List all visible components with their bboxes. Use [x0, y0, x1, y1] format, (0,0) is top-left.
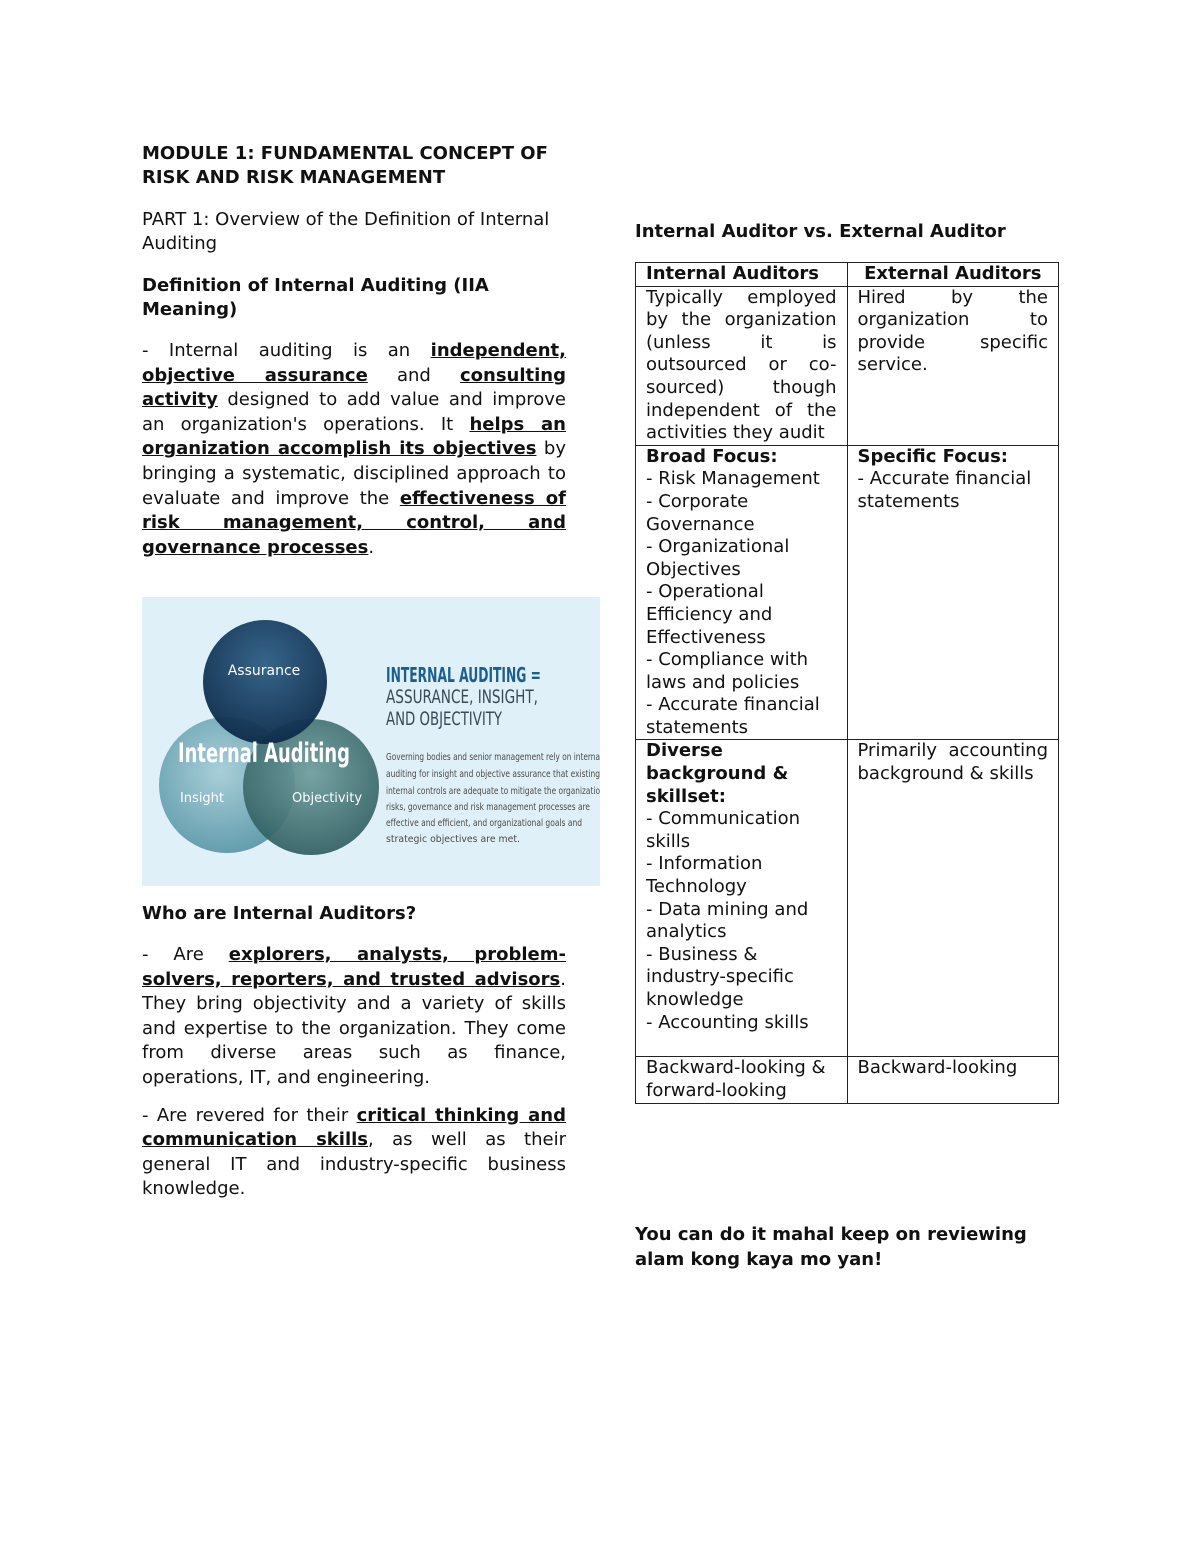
comparison-title: Internal Auditor vs. External Auditor [635, 221, 1006, 242]
assurance-circle [203, 620, 327, 744]
header-external: External Auditors [847, 263, 1059, 287]
figure-headline-2: ASSURANCE, INSIGHT, [386, 686, 538, 708]
definition-emphasis: helps an organization accomplish its objectives [142, 413, 566, 460]
figure-body-line: effective and efficient, and organizational goals and [386, 818, 582, 829]
figure-body-line: internal controls are adequate to mitigate the organizatio [386, 786, 600, 797]
row3-internal [636, 740, 848, 1057]
objectivity-label: Objectivity [291, 791, 363, 806]
figure-headline-3: AND OBJECTIVITY [386, 708, 503, 730]
who-emphasis: critical thinking and communication skills [142, 1104, 566, 1151]
module-title: MODULE 1: FUNDAMENTAL CONCEPT OF RISK AND RISK MANAGEMENT [142, 143, 548, 188]
list-item: - Business & industry-specific knowledge [646, 943, 794, 1010]
definition-text: and [367, 364, 460, 386]
list-item: - Corporate Governance [646, 490, 755, 535]
who-paragraph-1 [142, 943, 566, 1091]
internal-auditing-center-label: Internal Auditing [178, 738, 350, 769]
who-text: - Are revered for their [142, 1104, 357, 1126]
assurance-label: Assurance [227, 663, 301, 679]
who-text: . They bring objectivity and a variety of skills and expertise to the organization. They come from diverse areas such as finance, operations, IT, and engineering. [142, 968, 566, 1088]
figure-body-line: risks, governance and risk management processes are [386, 802, 590, 813]
definition-text: by bringing a systematic, disciplined approach to evaluate and improve the [142, 438, 566, 509]
who-paragraph-2 [142, 1104, 566, 1202]
list-item: - Operational Efficiency and Effectiveness [646, 581, 773, 648]
figure-body-line: strategic objectives are met. [386, 834, 520, 845]
definition-text: designed to add value and improve an organization's operations. It [142, 389, 566, 435]
row2-internal [636, 445, 848, 740]
list-item: - Communication skills [646, 808, 801, 852]
definition-text: . [368, 536, 375, 558]
left-column [142, 142, 566, 560]
table-row [636, 286, 1059, 445]
list-item: - Compliance with laws and policies [646, 649, 809, 693]
definition-text: - Internal auditing is an [142, 340, 431, 361]
table-row [636, 740, 1059, 1057]
who-heading: Who are Internal Auditors? [142, 903, 417, 924]
figure-body-line: Governing bodies and senior management rely on interna [386, 752, 600, 763]
definition-emphasis: independent, objective assurance [142, 340, 566, 386]
table-row [636, 1057, 1059, 1103]
list-item: - Accurate financial statements [646, 694, 820, 738]
table-row [636, 445, 1059, 740]
header-internal: Internal Auditors [636, 263, 848, 287]
cell-heading: Specific Focus: [857, 445, 1009, 467]
row2-external [847, 445, 1059, 740]
motto-text: You can do it mahal keep on reviewing alam kong kaya mo yan! [635, 1224, 1027, 1270]
row1-external: Hired by the organization to provide specific service. [847, 286, 1059, 445]
right-column [635, 220, 1059, 244]
definition-emphasis: consulting activity [142, 364, 566, 411]
list-item: - Organizational Objectives [646, 536, 790, 580]
definition-paragraph [142, 339, 566, 560]
cell-heading: Broad Focus: [646, 445, 778, 467]
cell-heading: Diverse background & skillset: [646, 740, 789, 807]
row3-external: Primarily accounting background & skills [847, 740, 1059, 1057]
who-section [142, 902, 566, 1202]
list-item: - Accurate financial statements [857, 468, 1032, 512]
who-text: - Are [142, 944, 229, 965]
row4-internal: Backward-looking & forward-looking [636, 1057, 848, 1103]
definition-heading: Definition of Internal Auditing (IIA Meaning) [142, 275, 489, 320]
row1-internal: Typically employed by the organization (unless it is outsourced or co-sourced) though independent of the activities they audit [636, 286, 848, 445]
row4-external: Backward-looking [847, 1057, 1059, 1103]
definition-emphasis: effectiveness of risk management, control, and governance processes [142, 487, 566, 558]
table-header-row [636, 263, 1059, 287]
who-emphasis: explorers, analysts, problem-solvers, reporters, and trusted advisors [142, 944, 566, 990]
list-item: - Data mining and analytics [646, 898, 809, 943]
venn-diagram [142, 597, 600, 886]
list-item: - Accounting skills [646, 1011, 809, 1033]
list-item: - Risk Management [646, 468, 820, 490]
figure-body-line: auditing for insight and objective assurance that existing [386, 769, 600, 780]
comparison-table [635, 262, 1059, 1104]
figure-headline-1: INTERNAL AUDITING = [386, 663, 541, 687]
internal-auditing-venn-figure [142, 597, 600, 886]
list-item: - Information Technology [646, 853, 763, 898]
insight-label: Insight [179, 791, 225, 806]
who-text: , as well as their general IT and industry-specific business knowledge. [142, 1129, 566, 1200]
part-title: PART 1: Overview of the Definition of Internal Auditing [142, 209, 550, 254]
